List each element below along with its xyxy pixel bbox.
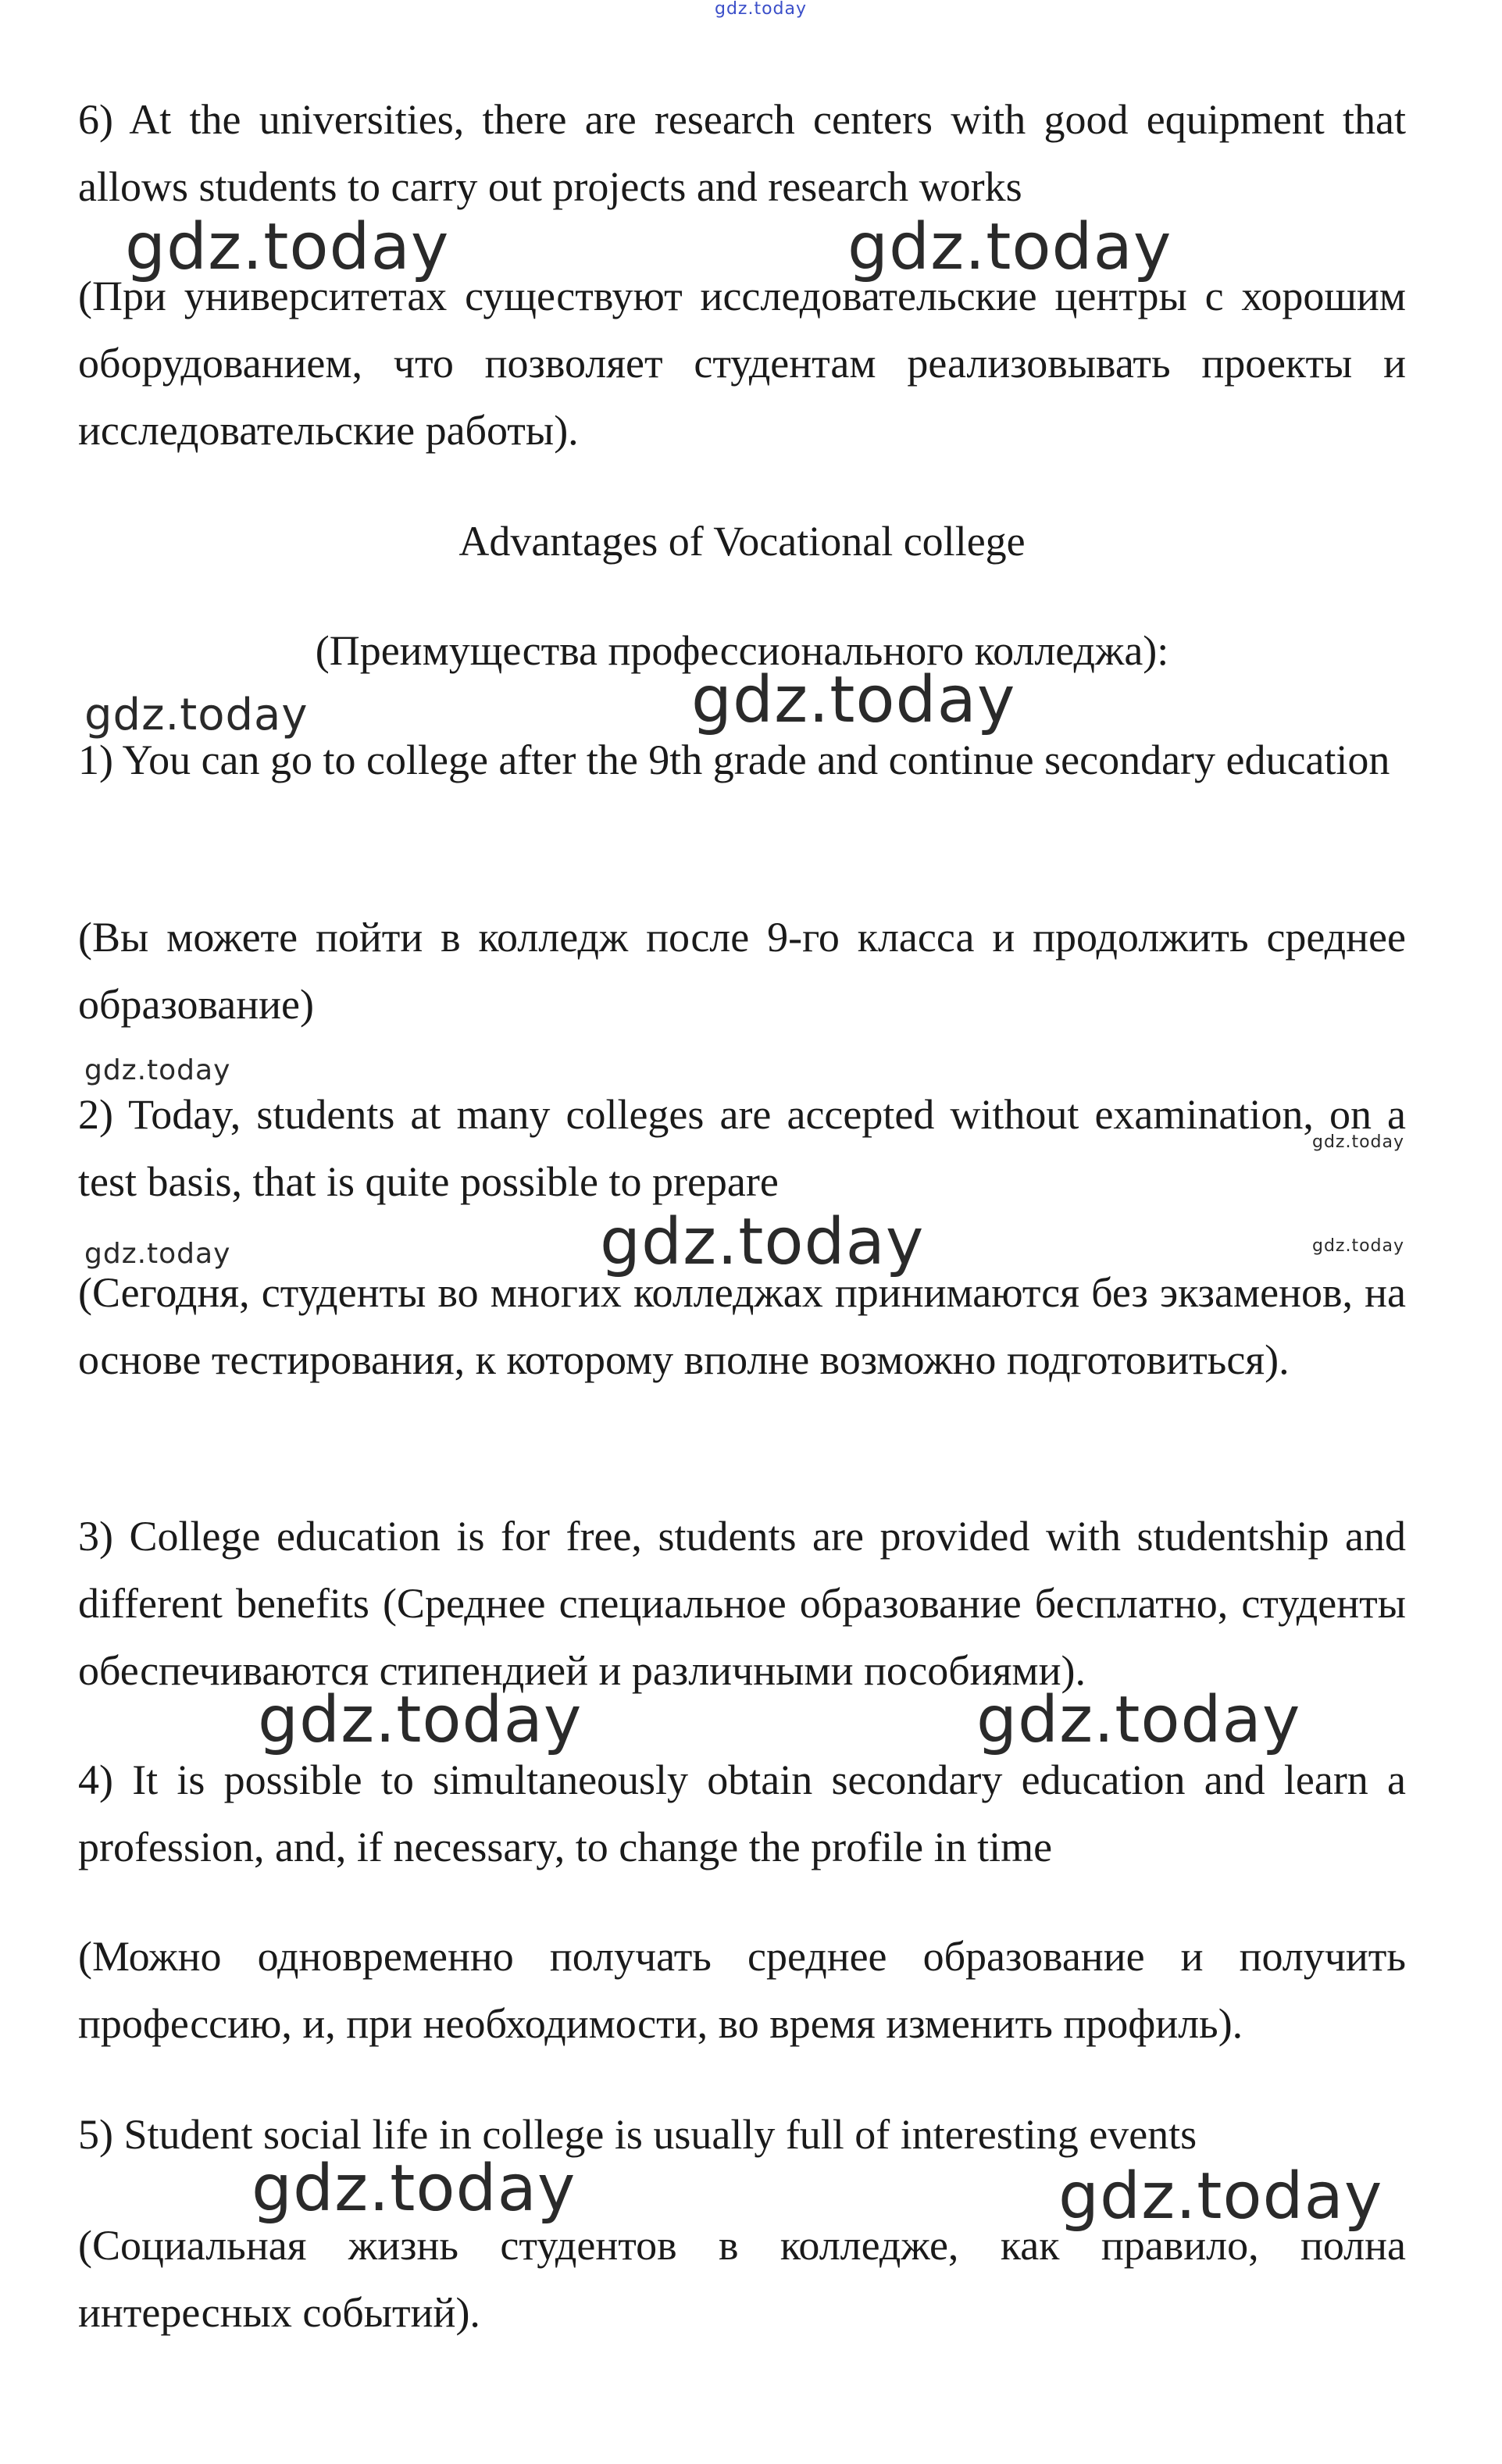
point-4-russian: (Можно одновременно получать среднее образование и получить профессию, и, при необходимости, во время изменить профиль). bbox=[78, 1933, 1406, 2047]
watermark: gdz.today bbox=[84, 1238, 231, 1270]
watermark: gdz.today bbox=[847, 210, 1172, 284]
paragraph-6-english: 6) At the universities, there are research centers with good equipment that allows students to carry out projects and research works bbox=[78, 96, 1406, 210]
paragraph-6-russian: (При университетах существуют исследовательские центры с хорошим оборудованием, что позволяет студентам реализовывать проекты и исследовательские работы). bbox=[78, 273, 1406, 454]
point-1-russian: (Вы можете пойти в колледж после 9-го класса и продолжить среднее образование) bbox=[78, 914, 1406, 1028]
point-4-english: 4) It is possible to simultaneously obtain secondary education and learn a profession, and, if necessary, to change the profile in time bbox=[78, 1756, 1406, 1870]
watermark: gdz.today bbox=[976, 1683, 1301, 1757]
watermark: gdz.today bbox=[691, 663, 1016, 737]
watermark: gdz.today bbox=[1058, 2159, 1383, 2234]
watermark: gdz.today bbox=[84, 690, 309, 740]
watermark: gdz.today bbox=[1312, 1236, 1405, 1256]
point-5-russian: (Социальная жизнь студентов в колледже, как правило, полна интересных событий). bbox=[78, 2222, 1406, 2336]
point-2-english: 2) Today, students at many colleges are accepted without examination, on a test basis, that is quite possible to prepare bbox=[78, 1091, 1406, 1205]
point-2-russian: (Сегодня, студенты во многих колледжах принимаются без экзаменов, на основе тестирования, к которому вполне возможно подготовиться). bbox=[78, 1269, 1406, 1383]
point-5-english: 5) Student social life in college is usually full of interesting events bbox=[78, 2111, 1197, 2158]
section-heading-english: Advantages of Vocational college bbox=[458, 518, 1026, 565]
section-heading-russian: (Преимущества профессионального колледжа): bbox=[315, 627, 1169, 674]
watermark: gdz.today bbox=[125, 210, 450, 284]
watermark: gdz.today bbox=[252, 2152, 576, 2226]
point-1-english: 1) You can go to college after the 9th grade and continue secondary education bbox=[78, 736, 1390, 783]
watermark: gdz.today bbox=[258, 1683, 583, 1757]
point-3: 3) College education is for free, students are provided with studentship and different benefits (Среднее специальное образование бесплатно, студенты обеспечиваются стипендией и различными пособиями). bbox=[78, 1513, 1406, 1694]
watermark: gdz.today bbox=[1312, 1132, 1405, 1152]
watermark: gdz.today bbox=[84, 1054, 231, 1086]
watermark-top: gdz.today bbox=[715, 0, 808, 19]
watermark: gdz.today bbox=[600, 1205, 925, 1279]
